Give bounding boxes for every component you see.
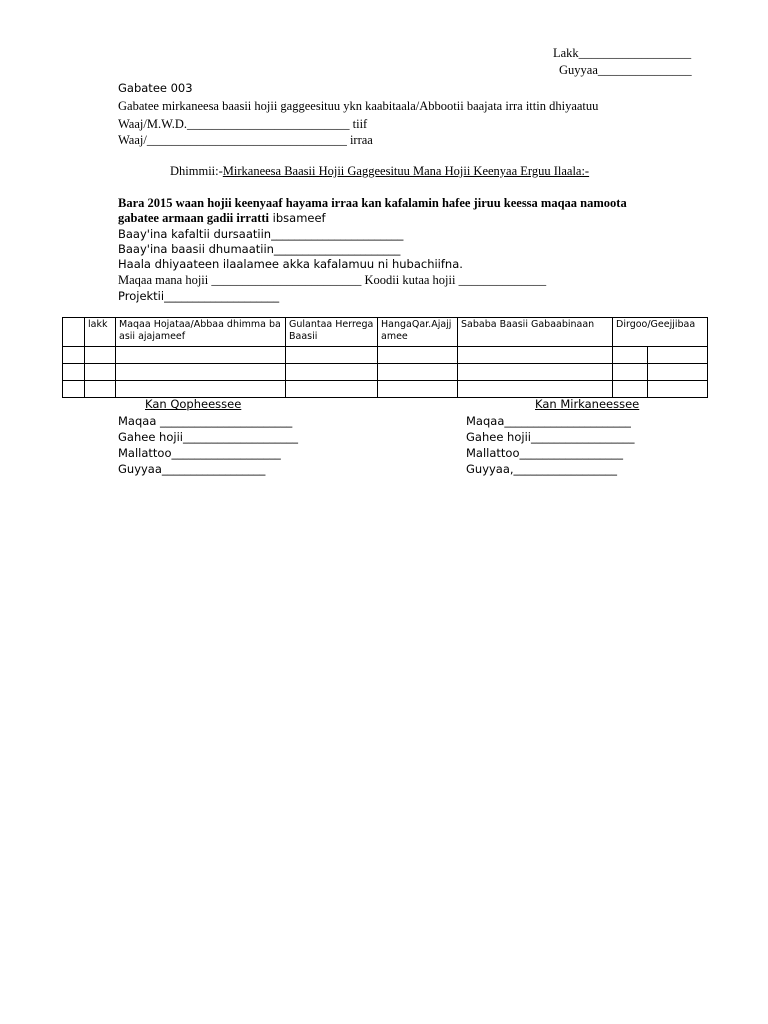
prepared-by-date: Guyyaa__________________ — [118, 462, 266, 476]
table-cell — [63, 381, 85, 398]
table-header-row — [63, 318, 708, 347]
body-line-2-rest: ibsameef — [269, 211, 326, 225]
table-cell — [648, 364, 708, 381]
table-cell — [458, 381, 613, 398]
verified-by-title: Kan Mirkaneessee — [535, 397, 640, 411]
table-cell — [648, 381, 708, 398]
table-cell — [378, 347, 458, 364]
project-line: Projektii____________________ — [118, 289, 280, 303]
table-row — [63, 381, 708, 398]
prepared-by-position: Gahee hojii____________________ — [118, 430, 298, 444]
waaj-line: Waaj/________________________________ irraa — [118, 133, 373, 147]
table-cell — [116, 347, 286, 364]
table-cell — [613, 381, 648, 398]
header-name: Maqaa Hojataa/Abbaa dhimma baasii ajajameef — [116, 318, 286, 347]
table-cell — [63, 364, 85, 381]
subject-line — [170, 163, 589, 179]
verified-by-signature: Mallattoo__________________ — [466, 446, 623, 460]
table-row — [63, 364, 708, 381]
table-cell — [63, 347, 85, 364]
payment-request-line: Haala dhiyaateen ilaalamee akka kafalamuu ni hubachiifna. — [118, 257, 463, 271]
table-cell — [613, 347, 648, 364]
body-bold-line-1: Bara 2015 waan hojii keenyaaf hayama irraa kan kafalamin hafee jiruu keessa maqaa namoota — [118, 196, 627, 210]
subject-text: Mirkaneesa Baasii Hojii Gaggeesituu Mana Hojii Keenyaa Erguu Ilaala:- — [222, 164, 590, 178]
table-cell — [85, 347, 116, 364]
final-expense-line: Baay'ina baasii dhumaatiin______________________ — [118, 242, 401, 256]
header-blank — [63, 318, 85, 347]
office-code-line: Maqaa mana hojii ________________________ Koodii kutaa hojii ______________ — [118, 273, 547, 287]
table-cell — [613, 364, 648, 381]
verified-by-position: Gahee hojii__________________ — [466, 430, 635, 444]
body-bold-line-2: gabatee armaan gadii irratti — [118, 211, 270, 225]
verified-by-name: Maqaa______________________ — [466, 414, 631, 428]
table-cell — [286, 381, 378, 398]
body-line-2 — [118, 210, 326, 226]
advance-payment-line: Baay'ina kafaltii dursaatiin_______________________ — [118, 227, 404, 241]
table-cell — [286, 364, 378, 381]
form-description: Gabatee mirkaneesa baasii hojii gaggeesituu ykn kaabitaala/Abbootii baajata irra ittin dhiyaatuu — [118, 99, 599, 113]
table-cell — [85, 381, 116, 398]
table-cell — [116, 381, 286, 398]
table-cell — [378, 381, 458, 398]
header-amount: HangaQar.Ajajjamee — [378, 318, 458, 347]
table-number: Gabatee 003 — [118, 81, 193, 95]
table-cell — [378, 364, 458, 381]
guyyaa-field: Guyyaa_______________ — [559, 63, 692, 77]
table-cell — [85, 364, 116, 381]
verified-by-date: Guyyaa,__________________ — [466, 462, 618, 476]
table-cell — [116, 364, 286, 381]
header-transport: Dirgoo/Geejjibaa — [613, 318, 708, 347]
table-row — [63, 347, 708, 364]
header-reason: Sababa Baasii Gabaabinaan — [458, 318, 613, 347]
table-cell — [648, 347, 708, 364]
table-cell — [286, 347, 378, 364]
prepared-by-title: Kan Qopheessee — [145, 397, 242, 411]
prepared-by-signature: Mallattoo___________________ — [118, 446, 281, 460]
header-account: Gulantaa Herrega Baasii — [286, 318, 378, 347]
header-lakk: lakk — [85, 318, 116, 347]
subject-label: Dhimmii:- — [170, 164, 223, 178]
lakk-field: Lakk__________________ — [553, 46, 692, 60]
table-cell — [458, 347, 613, 364]
expense-table — [62, 317, 708, 398]
prepared-by-name: Maqaa _______________________ — [118, 414, 293, 428]
table-cell — [458, 364, 613, 381]
waaj-mwd-line: Waaj/M.W.D.__________________________ tiif — [118, 117, 368, 131]
